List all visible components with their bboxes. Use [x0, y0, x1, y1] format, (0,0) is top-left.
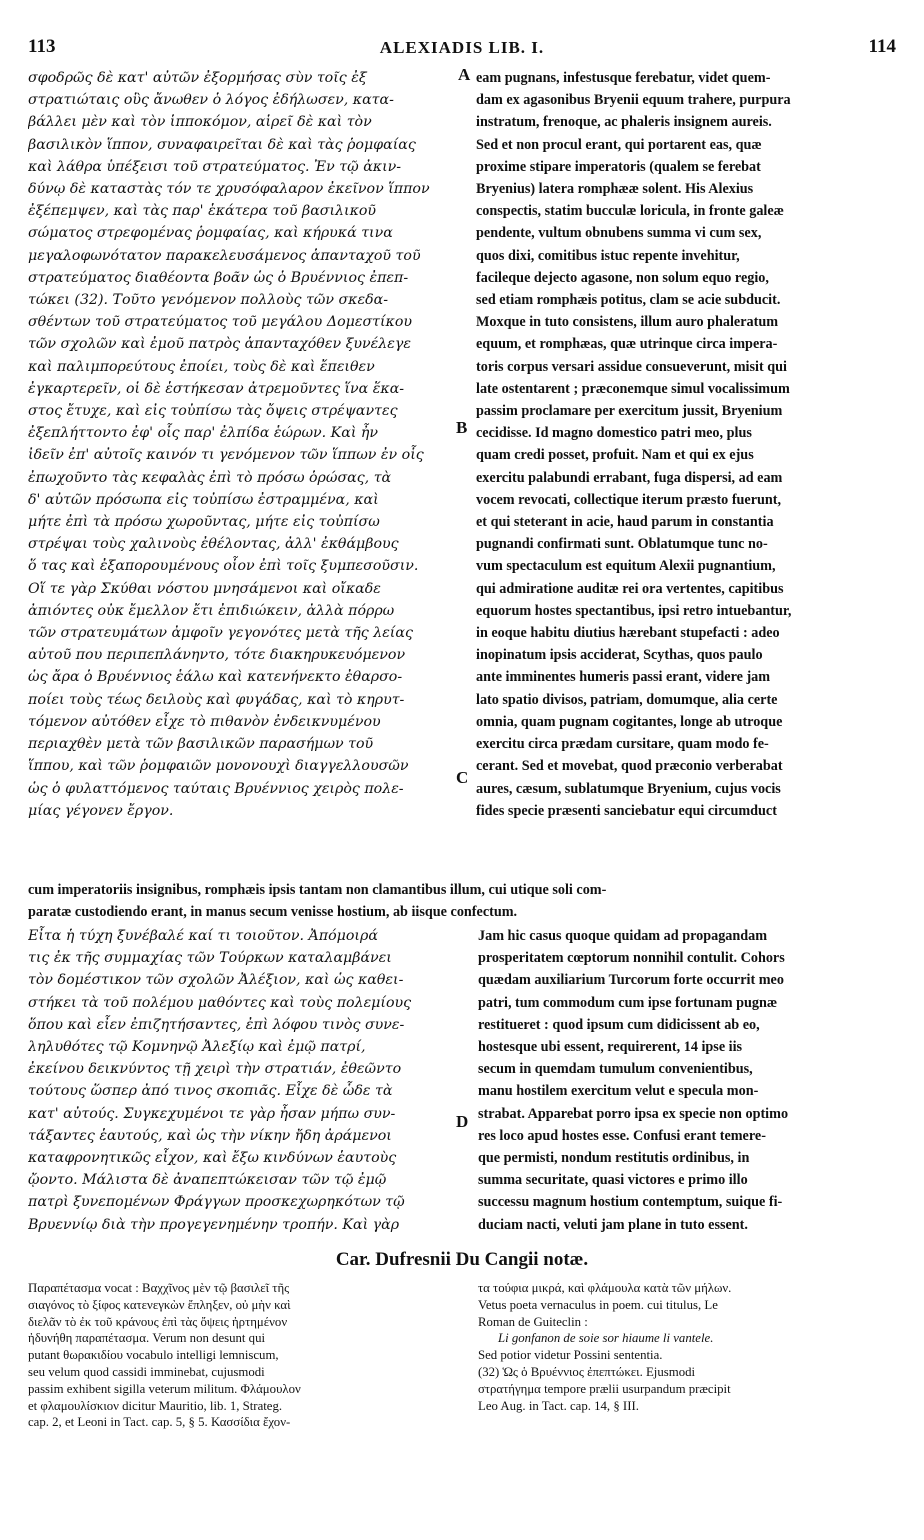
latin-top-line: late ostentarent ; præconemque simul vocalissimum [476, 380, 790, 397]
latin-top-line: omnia, quam pugnam cogitantes, longe ab utroque [476, 713, 783, 730]
notes-right-line: Leo Aug. in Tact. cap. 14, § III. [478, 1398, 639, 1413]
greek-text-column-top [28, 67, 458, 822]
greek-top-line: σθέντων τοῦ στρατεύματος τοῦ μεγάλου Δομεστίκου [28, 314, 413, 331]
greek-top-line: καὶ παλιμπορεύτους ἐποίει, τοὺς δὲ καὶ ἔπειθεν [28, 358, 375, 375]
notes-left-line: passim exhibent sigilla veterum militum. Φλάμουλον [28, 1381, 301, 1396]
greek-top-line: Οἵ τε γὰρ Σκύθαι νόστου μνησάμενοι καὶ οἴκαδε [28, 580, 381, 597]
section-marker-b: B [456, 418, 468, 437]
notes-right-line: στρατήγημα tempore prælii usurpandum præcipit [478, 1381, 731, 1396]
latin-top-line: fides specie præsenti sanciebatur equi circumduct [476, 802, 777, 819]
notes-right-line: Sed potior videtur Possini sententia. [478, 1348, 663, 1363]
latin-bottom-line: strabat. Apparebat porro ipsa ex specie non optimo [478, 1105, 789, 1122]
greek-top-line: ἐξέπεμψεν, καὶ τὰς παρ' ἑκάτερα τοῦ βασιλικοῦ [28, 203, 377, 220]
greek-bottom-line: Εἶτα ἡ τύχη ξυνέβαλέ καί τι τοιοῦτον. Ἀπόμοιρά [28, 928, 378, 944]
latin-top-line: aures, cæsum, sublatumque Bryenium, cujus vocis [476, 780, 781, 797]
latin-top-line: equorum hostes spectantibus, ipsi retro intuebantur, [476, 602, 792, 619]
latin-top-line: lato spatio divisos, patriam, domumque, alia certe [476, 691, 778, 708]
greek-top-line: ποίει τοὺς τέως δειλοὺς καὶ φυγάδας, καὶ τὸ κηρυτ- [28, 691, 405, 708]
running-title: ALEXIADIS LIB. I. [379, 38, 545, 57]
latin-bottom-line: prosperitatem cœptorum nonnihil contulit. Cohors [478, 950, 785, 967]
greek-top-line: ἐγκαρτερεῖν, οἱ δὲ ἑστήκεσαν ἀτρεμοῦντες ἵνα ἕκα- [28, 380, 405, 397]
latin-top-line: exercitu circa prædam cursitare, quam modo fe- [476, 736, 769, 753]
greek-top-line: μίας γέγονεν ἔργον. [28, 802, 174, 819]
greek-bottom-line: τις ἐκ τῆς συμμαχίας τῶν Τούρκων καταλαμβάνει [28, 950, 392, 967]
latin-top-line: cerant. Sed et movebat, quod præconio verberabat [476, 758, 783, 775]
latin-top-line: ante imminentes humeris passi erant, videre jam [476, 669, 771, 686]
greek-top-line: αὐτοῦ που περιπεπλάνηντο, τότε διακηρυκευόμενον [28, 647, 406, 664]
latin-bottom-line: duciam nacti, veluti jam plane in tuto essent. [478, 1216, 748, 1233]
greek-top-line: καὶ λάθρα ὑπέξεισι τοῦ στρατεύματος. Ἐν τῷ ἀκιν- [28, 158, 402, 175]
latin-top-line: inopinatum ipsis acciderat, Scythas, quos paulo [476, 647, 763, 664]
greek-top-line: τώκει (32). Τοῦτο γενόμενον πολλοὺς τῶν σκεδα- [28, 292, 389, 309]
latin-top-line: toris corpus versari assidue consueverunt, misit qui [476, 358, 787, 375]
latin-top-line: Bryenius) latera romphææ solent. His Alexius [476, 181, 754, 198]
latin-top-line: pendente, vultum obnubens summa vi cum sex, [476, 225, 762, 242]
greek-top-line: δύνῳ δὲ καταστὰς τόν τε χρυσόφαλαρον ἐκεῖνον ἵππον [28, 181, 430, 198]
full-width-line: cum imperatoriis insignibus, romphæis ipsis tantam non clamantibus illum, cui utique soli com- [28, 882, 607, 898]
greek-top-line: ὡς ὁ φυλαττόμενος ταύταις Βρυέννιος χειρὸς πολε- [28, 780, 404, 797]
latin-top-line: quam credi posset, profuit. Nam et qui ex ejus [476, 447, 754, 464]
latin-top-line: cecidisse. Id magno domestico patri meo, plus [476, 425, 752, 442]
greek-bottom-line: ληλυθότες τῷ Κομνηνῷ Ἀλεξίῳ καὶ ἐμῷ πατρί, [28, 1039, 366, 1056]
greek-top-line: βάλλει μὲν καὶ τὸν ἱπποκόμον, αἱρεῖ δὲ καὶ τὸν [28, 114, 372, 131]
greek-top-line: τόμενον αὐτόθεν εἶχε τὸ πιθανὸν ἐνδεικνυμένου [28, 713, 381, 730]
latin-bottom-line: Jam hic casus quoque quidam ad propagandam [478, 928, 768, 944]
notes-left-line: seu velum quod cassidi imminebat, cujusmodi [28, 1364, 265, 1379]
greek-bottom-line: ᾤοντο. Μάλιστα δὲ ἀναπεπτώκεισαν τῶν τῷ ἐμῷ [28, 1172, 387, 1189]
latin-bottom-line: manu hostilem exercitum velut e specula mon- [478, 1083, 759, 1100]
latin-full-width-continuation [28, 879, 896, 923]
latin-top-line: passim proclamare per exercitum jussit, Bryenium [476, 403, 783, 420]
greek-bottom-line: τάξαντες ἑαυτούς, καὶ ὡς τὴν νίκην ἤδη ἀράμενοι [28, 1127, 392, 1144]
notes-right-line: (32) Ὡς ὁ Βρυέννιος ἐπεπτώκει. Ejusmodi [478, 1364, 696, 1379]
greek-top-line: ἰδεῖν ἐπ' αὐτοῖς καινόν τι γενόμενον τῶν ἵππων ἐν οἷς [28, 447, 424, 464]
notes-heading: Car. Dufresnii Du Cangii notæ. [335, 1249, 589, 1270]
notes-left-line: cap. 2, et Leoni in Tact. cap. 5, § 5. Κασσίδια ἔχον- [28, 1415, 291, 1430]
notes-left-line: et φλαμουλίσκιον dicitur Mauritio, lib. 1, Strateg. [28, 1398, 283, 1413]
full-width-line: paratæ custodiendo erant, in manus secum venisse hostium, ab iisque confectum. [28, 904, 518, 921]
latin-top-line: conspectis, statim bucculæ loricula, in fronte galeæ [476, 203, 784, 220]
greek-bottom-line: καταφρονητικῶς εἶχον, καὶ ἔξω κινδύνων ἑαυτοὺς [28, 1150, 397, 1167]
latin-bottom-line: secum in quemdam tumulum convenientibus, [478, 1061, 753, 1078]
latin-bottom-line: summa securitate, quasi victores e primo illo [478, 1172, 748, 1189]
greek-top-line: στος ἔτυχε, καὶ εἰς τοὐπίσω τὰς ὄψεις στρέψαντες [28, 403, 398, 420]
notes-left-line: ἠδυνήθη παραπέτασμα. Verum non desunt qui [28, 1331, 266, 1346]
notes-column-right [478, 1280, 896, 1414]
section-marker-c: C [456, 768, 469, 787]
latin-top-line: pugnandi confirmati sunt. Oblatumque tunc no- [476, 536, 768, 553]
greek-top-line: τῶν σχολῶν καὶ ἐμοῦ πατρὸς ἁπανταχόθεν ξυνέλεγε [28, 336, 411, 353]
greek-top-line: δ' αὐτῶν πρόσωπα εἰς τοὐπίσω ἐστραμμένα, καὶ [28, 491, 379, 508]
greek-top-line: ἐξεπλήττοντο ἐφ' οἷς παρ' ἐλπίδα ἑώρων. Καὶ ἦν [28, 425, 379, 442]
greek-top-line: ὅ τας καὶ ἐξαπορουμένους οἷον ἐπὶ τοῖς ξυμπεσοῦσιν. [28, 558, 419, 575]
right-page-number: 114 [868, 36, 896, 57]
latin-bottom-line: quædam auxiliarium Turcorum forte occurrit meo [478, 972, 784, 989]
notes-left-line: Παραπέτασμα vocat : Βαχχῖνος μὲν τῷ βασιλεῖ τῆς [28, 1281, 290, 1295]
notes-left-line: putant θωρακιδίου vocabulo intelligi lemniscum, [28, 1348, 279, 1363]
notes-left-line: διελᾶν τὸ ἐκ τοῦ κράνους ἐπὶ τὰς ὄψεις ἠρτημένον [28, 1314, 288, 1329]
notes-right-line: τα τούφια μικρά, καὶ φλάμουλα κατὰ τῶν μήλων. [478, 1281, 732, 1295]
greek-top-line: τῶν στρατευμάτων ἀμφοῖν γεγονότες μετὰ τῆς λείας [28, 625, 413, 642]
greek-bottom-line: στήκει τὰ τοῦ πολέμου μαθόντες καὶ τοὺς πολεμίους [28, 994, 412, 1011]
latin-top-line: quos dixi, comitibus istuc repente invehitur, [476, 247, 740, 264]
greek-top-line: βασιλικὸν ἵππον, συναφαιρεῖται δὲ καὶ τὰς ῥομφαίας [28, 136, 416, 153]
latin-bottom-line: que permisti, nondum restitutis ordinibus, in [478, 1150, 750, 1167]
greek-text-column-bottom [28, 925, 458, 1236]
greek-top-line: ὡς ἄρα ὁ Βρυέννιος ἑάλω καὶ κατενήνεκτο ἐθαρσο- [28, 669, 403, 686]
latin-top-line: vum spectaculum est equitum Alexii pugnantium, [476, 558, 776, 575]
latin-top-line: equum, et romphæas, quæ utrinque circa impera- [476, 336, 778, 353]
latin-top-line: Sed et non procul erant, qui portarent eas, quæ [476, 136, 762, 153]
greek-top-line: μεγαλοφωνότατον παρακελευσάμενος ἁπανταχοῦ τοῦ [28, 247, 421, 264]
notes-column-left [28, 1280, 458, 1431]
greek-top-line: σώματος στρεφομένας ῥομφαίας, καὶ κήρυκά τινα [28, 225, 393, 242]
latin-bottom-line: restitueret : quod ipsum cum didicissent ab eo, [478, 1016, 760, 1033]
latin-top-line: proxime stipare imperatoris (qualem se ferebat [476, 158, 761, 175]
greek-bottom-line: πατρὶ ξυνεπομένων Φράγγων προσκεχωρηκότων τῷ [28, 1194, 405, 1211]
greek-bottom-line: Βρυεννίῳ διὰ τὴν προγεγενημένην τροπήν. Καὶ γὰρ [28, 1216, 400, 1233]
latin-top-line: in eoque habitu diutius hærebant stupefacti : adeo [476, 625, 780, 642]
greek-bottom-line: τούτους ὥσπερ ἀπό τινος σκοπιᾶς. Εἶχε δὲ ὧδε τὰ [28, 1083, 393, 1100]
greek-top-line: στρέψαι τοὺς χαλινοὺς ἐθέλοντας, ἀλλ' ἐκθάμβους [28, 536, 399, 553]
latin-top-line: facileque dejecto agasone, non solum equo regio, [476, 269, 769, 286]
page-header [28, 36, 896, 60]
greek-top-line: στρατιώταις οὓς ἄνωθεν ὁ λόγος ἐδήλωσεν, κατα- [28, 92, 394, 109]
latin-top-line: et qui steterant in acie, haud parum in constantia [476, 514, 774, 531]
latin-top-line: exercitu palabundi errabant, fuga dispersi, ad eam [476, 469, 783, 486]
latin-top-line: qui admiratione auditæ rei ora vertentes, capitibus [476, 580, 784, 597]
section-marker-a: A [458, 65, 471, 84]
greek-top-line: σφοδρῶς δὲ κατ' αὐτῶν ἐξορμήσας σὺν τοῖς ἐξ [28, 70, 367, 86]
notes-left-line: σιαγόνος τὸ ξίφος κατενεγκὼν ἔπληξεν, οὐ μὴν καὶ [28, 1297, 291, 1312]
greek-top-line: ἐπωχοῦντο τὰς κεφαλὰς ἐπὶ τὸ πρόσω ὁρώσας, τὰ [28, 469, 392, 486]
greek-bottom-line: τὸν δομέστικον τῶν σχολῶν Ἀλέξιον, καὶ ὡς καθει- [28, 972, 404, 989]
notes-right-line: Vetus poeta vernaculus in poem. cui titulus, Le [478, 1297, 718, 1312]
latin-bottom-line: successu magnum hostium contemptum, suique fi- [478, 1194, 783, 1211]
section-marker-d: D [456, 1112, 469, 1131]
greek-bottom-line: κατ' αὐτούς. Συγκεχυμένοι τε γὰρ ἦσαν μήπω συν- [28, 1105, 396, 1122]
latin-bottom-line: res loco apud hostes esse. Confusi erant temere- [478, 1127, 766, 1144]
latin-bottom-line: patri, tum commodum cum ipse fortunam pugnæ [478, 994, 778, 1011]
latin-text-column-top [476, 67, 896, 822]
greek-top-line: ἵππου, καὶ τῶν ῥομφαιῶν μονονουχὶ διαγγελλουσῶν [28, 758, 409, 775]
greek-top-line: ἀπιόντες οὐκ ἔμελλον ἔτι ἐπιδιώκειν, ἀλλὰ πόρρω [28, 602, 395, 619]
latin-text-column-bottom [478, 925, 896, 1236]
latin-bottom-line: hostesque ubi essent, requirerent, 14 ipse iis [478, 1039, 743, 1056]
latin-top-line: eam pugnans, infestusque ferebatur, videt quem- [476, 70, 771, 86]
greek-bottom-line: ἐκείνου δεικνύντος τῇ χειρὶ τὴν στρατιάν, ἐθεῶντο [28, 1061, 402, 1078]
latin-top-line: dam ex agasonibus Bryenii equum trahere, purpura [476, 92, 791, 109]
notes-right-line: Roman de Guiteclin : [478, 1314, 588, 1329]
latin-top-line: instratum, frenoque, ac phaleris insignem aureis. [476, 114, 772, 131]
greek-top-line: στρατεύματος διαθέοντα βοᾶν ὡς ὁ Βρυέννιος ἐπεπ- [28, 269, 409, 286]
latin-top-line: sed etiam romphæis potitus, clam se acie subducit. [476, 292, 781, 309]
left-page-number: 113 [28, 36, 56, 57]
latin-top-line: vocem revocati, collectique iterum præsto fuerunt, [476, 491, 782, 508]
greek-top-line: μήτε ἐπὶ τὰ πρόσω χωροῦντας, μήτε εἰς τοὐπίσω [28, 514, 380, 531]
notes-right-line: Li gonfanon de soie sor hiaume li vantele. [498, 1331, 714, 1346]
latin-top-line: Moxque in tuto consistens, illum auro phaleratum [476, 314, 779, 331]
greek-top-line: περιαχθὲν μετὰ τῶν βασιλικῶν παρασήμων τοῦ [28, 736, 374, 753]
greek-bottom-line: ὅπου καὶ εἶεν ἐπιζητήσαντες, ἐπὶ λόφου τινὸς συνε- [28, 1016, 405, 1033]
